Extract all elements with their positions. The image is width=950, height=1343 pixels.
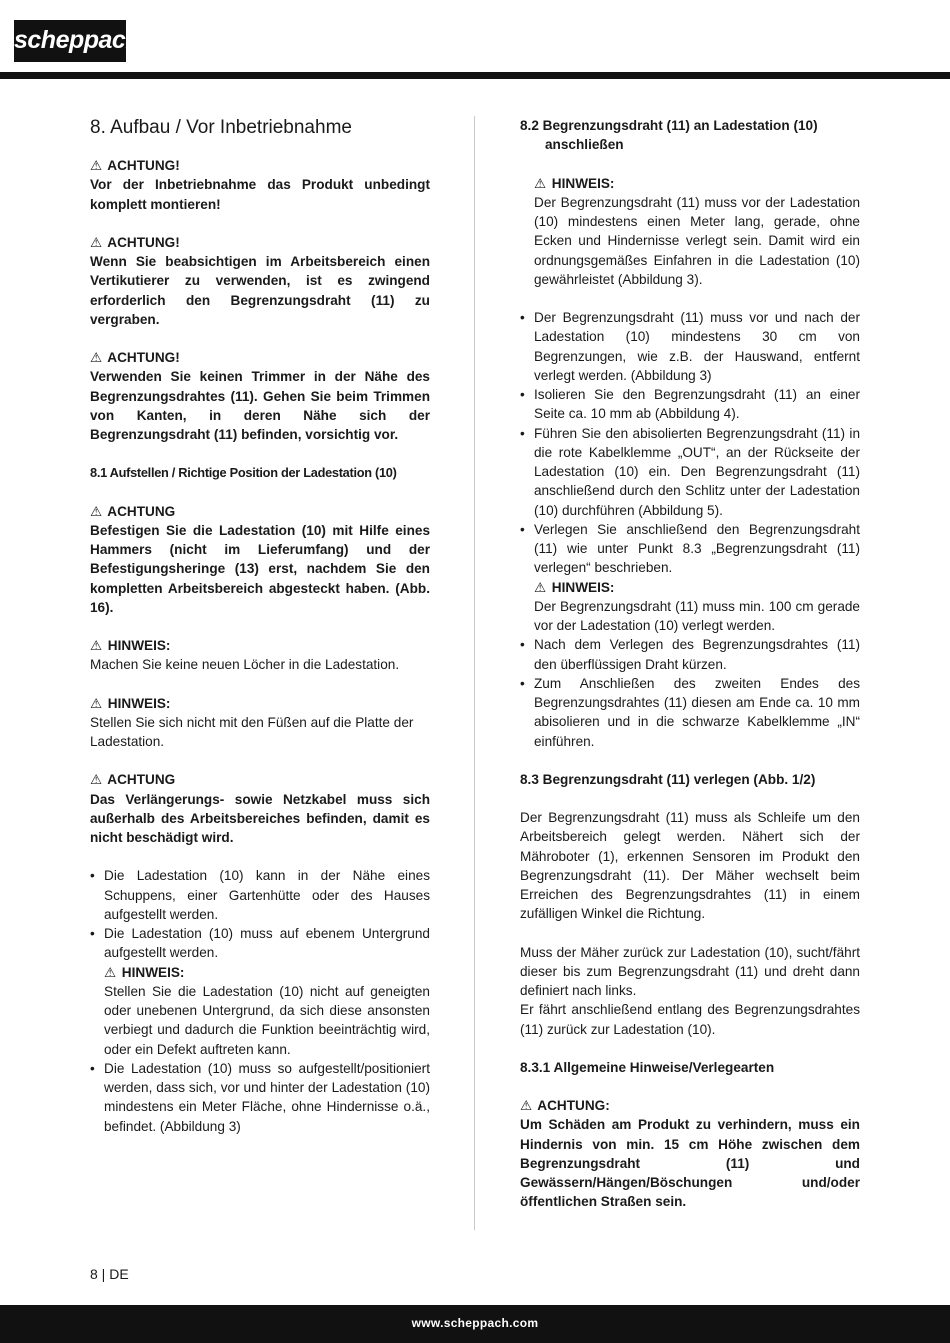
section-heading: 8. Aufbau / Vor Inbetriebnahme [90,117,352,138]
bullet-list [90,866,430,1136]
subsection-heading: 8.2 Begrenzungsdraht (11) an Ladestation (10) anschließen [520,118,818,153]
warning-block: ⚠ ACHTUNG! Wenn Sie beabsichtigen im Arbeitsbereich einen Vertikutierer zu verwenden, ist es zwingend erforderlich den Begrenzungsdraht (11) zu vergraben. [90,234,430,327]
paragraph: Er fährt anschließend entlang des Begrenzungsdrahtes (11) zurück zur Ladestation (10). [520,1002,860,1037]
list-item: • Die Ladestation (10) muss so aufgestellt/positioniert werden, dass sich, vor und hinter der Ladestation (10) mindestens ein Meter Fläche, ohne Hindernisse o.ä., befindet. (Abbildung 3) [90,1060,430,1134]
left-column [90,116,430,1155]
footer-url[interactable]: www.scheppach.com [411,1316,539,1330]
footer-bar [0,1305,950,1343]
warning-icon: ⚠ [104,964,117,980]
list-item: • Führen Sie den abisolierten Begrenzungsdraht (11) in die rote Kabelklemme „OUT“, an der Rückseite der Ladestation (10) ein. Den Begrenzungsdraht (11) anschließend durch den Schlitz unter der Ladestation (10) durchführen (Abbildung 5). [520,425,860,518]
warning-icon: ⚠ [90,158,103,173]
warning-icon: ⚠ [534,175,547,191]
list-item: • Verlegen Sie anschließend den Begrenzungsdraht (11) wie unter Punkt 8.3 „Begrenzungsdraht (11) verlegen“ beschrieben. ⚠ HINWEIS: Der Begrenzungsdraht (11) muss min. 100 cm gerade vor der Ladestation (10) verlegt werden. [520,521,860,633]
header-rule [0,72,950,79]
warning-icon: ⚠ [520,1098,533,1113]
paragraph: Muss der Mäher zurück zur Ladestation (10), sucht/fährt dieser bis zum Begrenzungsdraht (11) und dreht dann definiert nach links. [520,944,860,998]
column-divider [474,116,475,1230]
subsection-heading: 8.3.1 Allgemeine Hinweise/Verlegearten [520,1059,775,1075]
warning-icon: ⚠ [90,503,103,519]
right-column [520,116,860,1231]
note-block: ⚠ HINWEIS: Der Begrenzungsdraht (11) muss vor der Ladestation (10) mindestens einen Meter lang, gerade, ohne Ecken und Hindernisse verlegt sein. Damit wird ein ordnungsgemäßes Einfahren in die Ladestation (10) gewährleistet (Abbildung 3). [534,175,860,287]
warning-block: ⚠ ACHTUNG: Um Schäden am Produkt zu verhindern, muss ein Hindernis von min. 15 cm Höhe zwischen dem Begrenzungsdraht (11) und Gewässern/Hängen/Böschungen und/oder öffentlichen Straßen sein. [520,1098,860,1210]
bullet-list [520,308,860,751]
warning-block: ⚠ ACHTUNG! Verwenden Sie keinen Trimmer in der Nähe des Begrenzungsdrahtes (11). Gehen Sie beim Trimmen von Kanten, in deren Nähe sich der Begrenzungsdraht (11) befinden, vorsichtig vor. [90,350,430,442]
page-number: 8 | DE [90,1266,129,1282]
list-item: • Zum Anschließen des zweiten Endes des Begrenzungsdrahtes (11) diesen am Ende ca. 10 mm abisolieren und in die schwarze Kabelklemme „IN“ einführen. [520,675,860,749]
subsection-heading: 8.1 Aufstellen / Richtige Position der Ladestation (10) [90,465,397,481]
warning-block: ⚠ ACHTUNG Befestigen Sie die Ladestation (10) mit Hilfe eines Hammers (nicht im Lieferumfang) und der Befestigungsheringe (13) erst, nachdem Sie den kompletten Arbeitsbereich abgesteckt haben. (Abb. 16). [90,503,430,615]
warning-icon: ⚠ [90,695,103,711]
brand-logo: scheppach [14,20,126,62]
note-block: ⚠ HINWEIS: Stellen Sie sich nicht mit den Füßen auf die Platte der Ladestation. [90,695,414,749]
list-item: • Der Begrenzungsdraht (11) muss vor und nach der Ladestation (10) mindestens 30 cm von Begrenzungen, wie z.B. der Hauswand, entfernt verlegt werden. (Abbildung 3) [520,310,860,383]
paragraph: Der Begrenzungsdraht (11) muss als Schleife um den Arbeitsbereich gelegt werden. Nähert sich der Mähroboter (1), erkennen Sensoren im Produkt den Begrenzungsdraht (11). Der Mäher wechselt beim Erreichen des Begrenzungsdrahtes (11) in einem zufälligen Winkel die Richtung. [520,810,860,922]
warning-icon: ⚠ [90,638,103,653]
list-item: • Die Ladestation (10) muss auf ebenem Untergrund aufgestellt werden. ⚠ HINWEIS: Stellen Sie die Ladestation (10) nicht auf geneigten oder unebenen Untergrund, da sich diese ansonsten verbiegt und dadurch die Funktion beeinträchtig wird, oder ein Defekt auftreten kann. [90,926,430,1057]
warning-icon: ⚠ [534,579,547,595]
list-item: • Isolieren Sie den Begrenzungsdraht (11) an einer Seite ca. 10 mm ab (Abbildung 4). [520,387,860,422]
list-item: • Die Ladestation (10) kann in der Nähe eines Schuppens, einer Gartenhütte oder des Hauses aufgestellt werden. [90,868,430,922]
list-item: • Nach dem Verlegen des Begrenzungsdrahtes (11) den überflüssigen Draht kürzen. [520,637,860,672]
warning-block: ⚠ ACHTUNG! Vor der Inbetriebnahme das Produkt unbedingt komplett montieren! [90,158,430,212]
warning-icon: ⚠ [90,350,103,365]
warning-block: ⚠ ACHTUNG Das Verlängerungs- sowie Netzkabel muss sich außerhalb des Arbeitsbereiches befinden, damit es nicht beschädigt wird. [90,772,430,845]
warning-icon: ⚠ [90,234,103,250]
note-block: ⚠ HINWEIS: Machen Sie keine neuen Löcher in die Ladestation. [90,638,400,673]
warning-icon: ⚠ [90,772,103,788]
subsection-heading: 8.3 Begrenzungsdraht (11) verlegen (Abb. 1/2) [520,771,816,787]
